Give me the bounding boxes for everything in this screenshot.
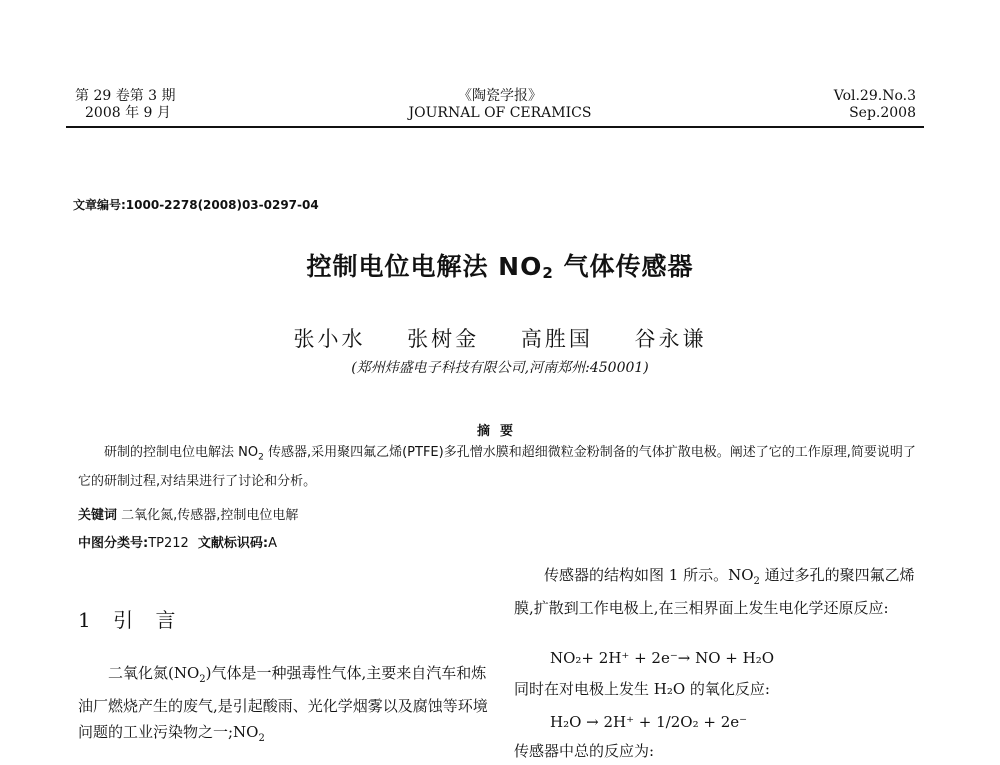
journal-name-en: JOURNAL OF CERAMICS: [408, 105, 592, 121]
structure-part-b: 通过多孔的聚四氟乙烯膜,扩散到工作电极上,在三相界面上发生电化学还原反应:: [514, 566, 915, 617]
classification-code: TP212: [148, 536, 189, 551]
keywords-label: 关键词: [78, 508, 118, 523]
abstract-heading: 摘要: [476, 424, 523, 439]
oxidation-paragraph: 同时在对电极上发生 H₂O 的氧化反应:: [514, 680, 770, 698]
abstract-text: [78, 441, 920, 493]
intro-paragraph: [78, 660, 488, 752]
paper-title: [0, 247, 1000, 283]
reaction-equation-2: H₂O → 2H⁺ + 1/2O₂ + 2e⁻: [550, 713, 748, 731]
journal-date: 2008 年 9 月: [85, 105, 171, 121]
classification: [78, 532, 277, 551]
abstract-part1: 研制的控制电位电解法 NO: [104, 445, 259, 460]
journal-issue: [75, 88, 176, 122]
author-name: 高胜国: [520, 327, 593, 351]
title-post: 气体传感器: [553, 252, 694, 281]
author-name: 谷永谦: [634, 327, 707, 351]
structure-sub: 2: [753, 576, 760, 587]
title-sub: 2: [542, 264, 554, 282]
classification-label: 中图分类号:: [78, 536, 149, 551]
section-heading: 1 引 言: [78, 608, 184, 632]
journal-volume: 第 29 卷第 3 期: [75, 88, 176, 104]
doc-code-label: 文献标识码:: [188, 536, 269, 551]
journal-name: [370, 88, 630, 122]
volume-date: Sep.2008: [849, 105, 916, 121]
header-rule: [66, 126, 924, 128]
affiliation: (郑州炜盛电子科技有限公司,河南郑州:450001): [351, 360, 649, 376]
structure-part-a: 传感器的结构如图 1 所示。NO: [544, 566, 754, 584]
doc-code: A: [268, 536, 277, 551]
abstract-sub: 2: [258, 452, 264, 463]
author-name: 张小水: [293, 327, 366, 351]
reaction-equation-1: NO₂+ 2H⁺ + 2e⁻→ NO + H₂O: [550, 649, 775, 667]
intro-sub2: 2: [258, 733, 265, 744]
article-number: 文章编号:1000-2278(2008)03-0297-04: [73, 198, 319, 212]
journal-name-cn: 《陶瓷学报》: [458, 88, 542, 104]
author-list: [0, 323, 1000, 353]
author-name: 张树金: [407, 327, 480, 351]
intro-part-b: )气体是一种强毒性气体,主要来自汽车和炼油厂燃烧产生的废气,是引起酸雨、光化学烟雾以及腐蚀等环境问题的工业污染物之一;NO: [78, 664, 488, 741]
abstract-part2: 传感器,采用聚四氟乙烯(PTFE)多孔憎水膜和超细微粒金粉制备的气体扩散电极。阐述了它的工作原理,简要说明了它的研制过程,对结果进行了讨论和分析。: [78, 445, 916, 489]
structure-paragraph: [514, 562, 922, 622]
journal-volume-en: [780, 88, 916, 122]
total-reaction-paragraph: 传感器中总的反应为:: [514, 742, 655, 760]
intro-sub1: 2: [199, 674, 206, 685]
keywords-text: 二氧化氮,传感器,控制电位电解: [117, 508, 299, 523]
title-pre: 控制电位电解法 NO: [306, 252, 543, 281]
keywords: [78, 504, 298, 523]
intro-part-a: 二氧化氮(NO: [108, 664, 200, 682]
volume-number: Vol.29.No.3: [833, 88, 916, 104]
